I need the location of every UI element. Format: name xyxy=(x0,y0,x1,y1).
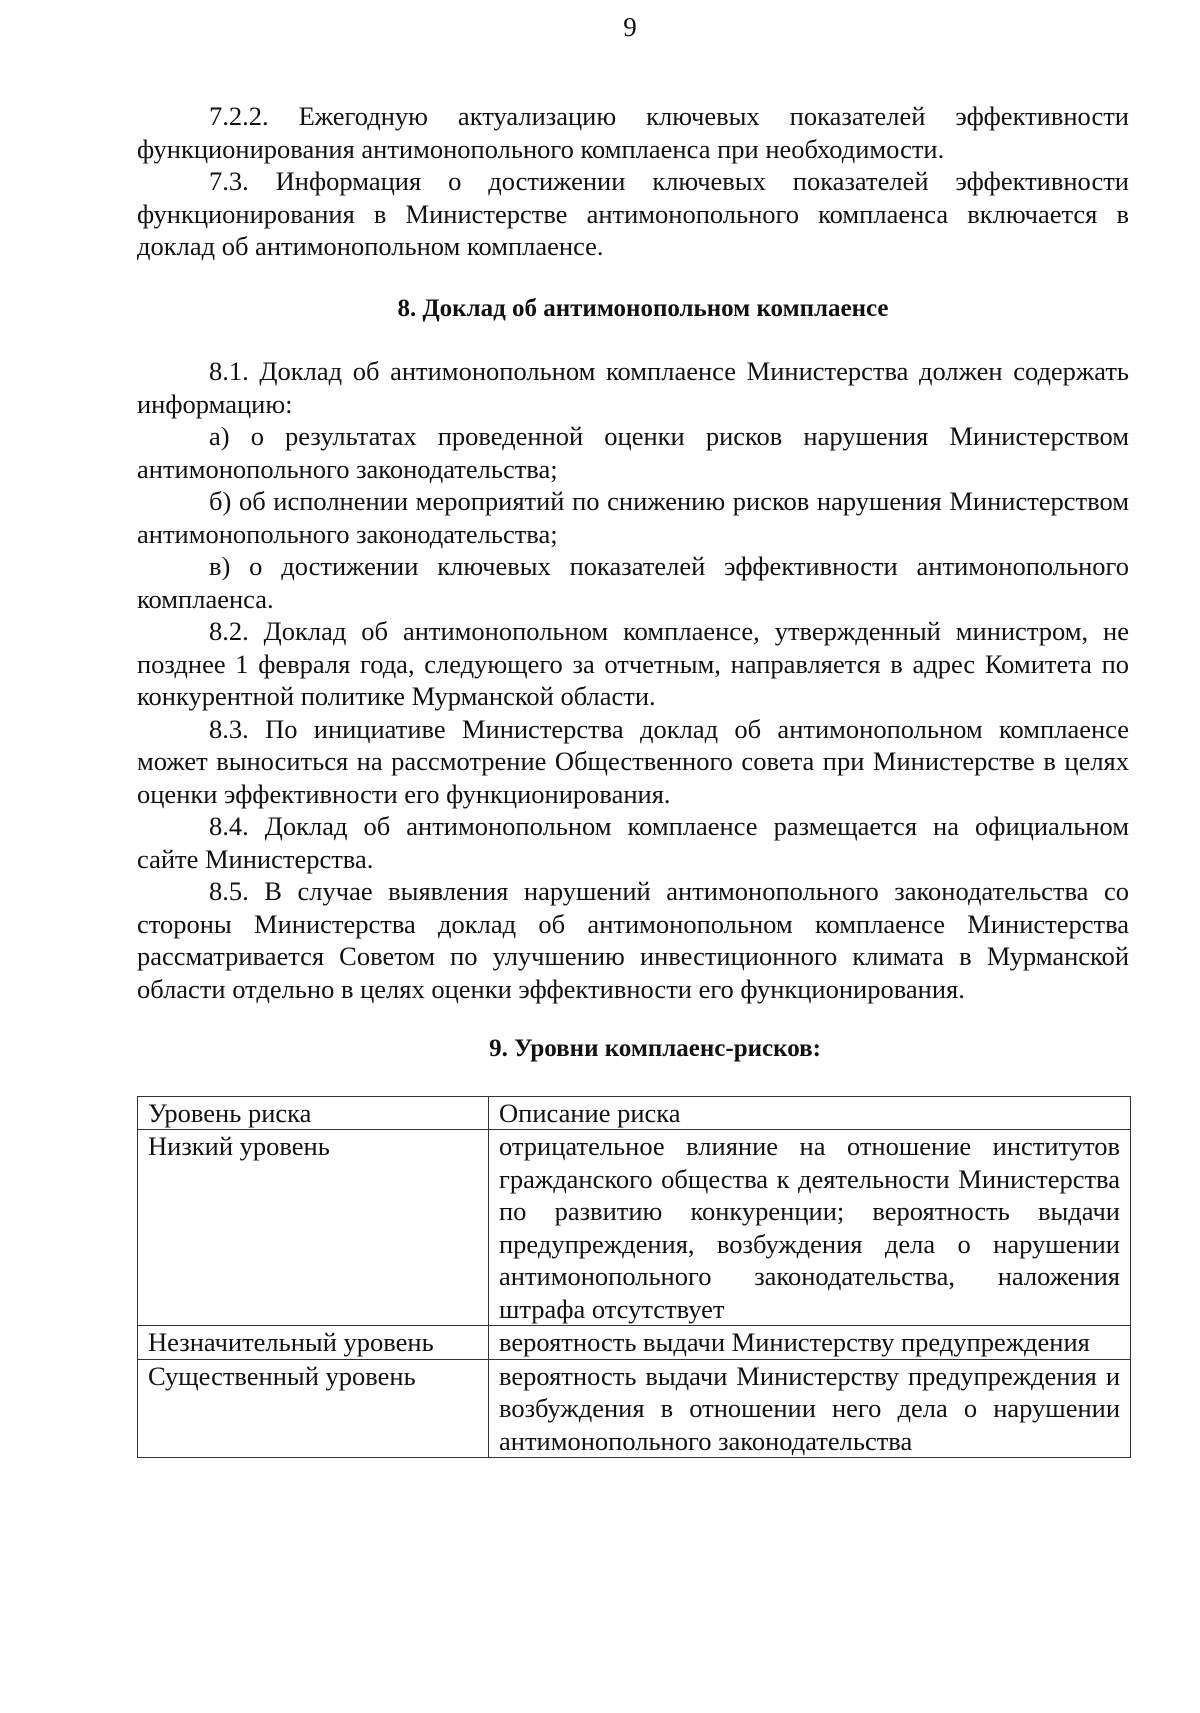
risk-description-cell: вероятность выдачи Министерству предупреждения xyxy=(489,1326,1131,1360)
risk-levels-table xyxy=(137,1096,1131,1459)
section-8-heading: 8. Доклад об антимонопольном комплаенсе xyxy=(397,294,889,322)
table-row xyxy=(138,1130,1131,1326)
risk-level-cell: Существенный уровень xyxy=(138,1359,489,1458)
paragraph-8-2: 8.2. Доклад об антимонопольном комплаенсе, утвержденный министром, не позднее 1 февраля года, следующего за отчетным, направляется в адрес Комитета по конкурентной политике Мурманской области. xyxy=(137,616,1129,711)
paragraph-8-1-a: а) о результатах проведенной оценки рисков нарушения Министерством антимонопольного законодательства; xyxy=(137,421,1129,484)
table-row xyxy=(138,1359,1131,1458)
paragraph-8-1-v: в) о достижении ключевых показателей эффективности антимонопольного комплаенса. xyxy=(137,551,1129,614)
section-9-heading: 9. Уровни комплаенс-рисков: xyxy=(489,1035,821,1062)
paragraph-8-1: 8.1. Доклад об антимонопольном комплаенсе Министерства должен содержать информацию: xyxy=(137,356,1129,419)
risk-description-cell: вероятность выдачи Министерству предупреждения и возбуждения в отношении него дела о нарушении антимонопольного законодательства xyxy=(489,1359,1131,1458)
paragraph-7-3: 7.3. Информация о достижении ключевых показателей эффективности функционирования в Министерстве антимонопольного комплаенса включается в доклад об антимонопольном комплаенсе. xyxy=(137,166,1129,261)
paragraph-8-3: 8.3. По инициативе Министерства доклад об антимонопольном комплаенсе может выноситься на рассмотрение Общественного совета при Министерстве в целях оценки эффективности его функционирования. xyxy=(137,713,1129,809)
risk-level-cell: Низкий уровень xyxy=(138,1130,489,1326)
document-body xyxy=(137,100,1129,1458)
table-row xyxy=(138,1326,1131,1360)
table-header-cell: Уровень риска xyxy=(138,1096,489,1130)
page-number: 9 xyxy=(623,12,637,42)
paragraph-7-2-2: 7.2.2. Ежегодную актуализацию ключевых показателей эффективности функционирования антимонопольного комплаенса при необходимости. xyxy=(137,101,1129,164)
paragraph-8-1-b: б) об исполнении мероприятий по снижению рисков нарушения Министерством антимонопольного законодательства; xyxy=(137,486,1129,549)
risk-level-cell: Незначительный уровень xyxy=(138,1326,489,1360)
risk-description-cell: отрицательное влияние на отношение институтов гражданского общества к деятельности Министерства по развитию конкуренции; вероятность выдачи предупреждения, возбуждения дела о нарушении антимонопольного законодательства, наложения штрафа отсутствует xyxy=(489,1130,1131,1326)
table-header-cell: Описание риска xyxy=(489,1096,1131,1130)
paragraph-8-5: 8.5. В случае выявления нарушений антимонопольного законодательства со стороны Министерства доклад об антимонопольном комплаенсе Министерства рассматривается Советом по улучшению инвестиционного климата в Мурманской области отдельно в целях оценки эффективности его функционирования. xyxy=(137,876,1129,1004)
paragraph-8-4: 8.4. Доклад об антимонопольном комплаенсе размещается на официальном сайте Министерства. xyxy=(137,811,1129,874)
table-header-row xyxy=(138,1096,1131,1130)
